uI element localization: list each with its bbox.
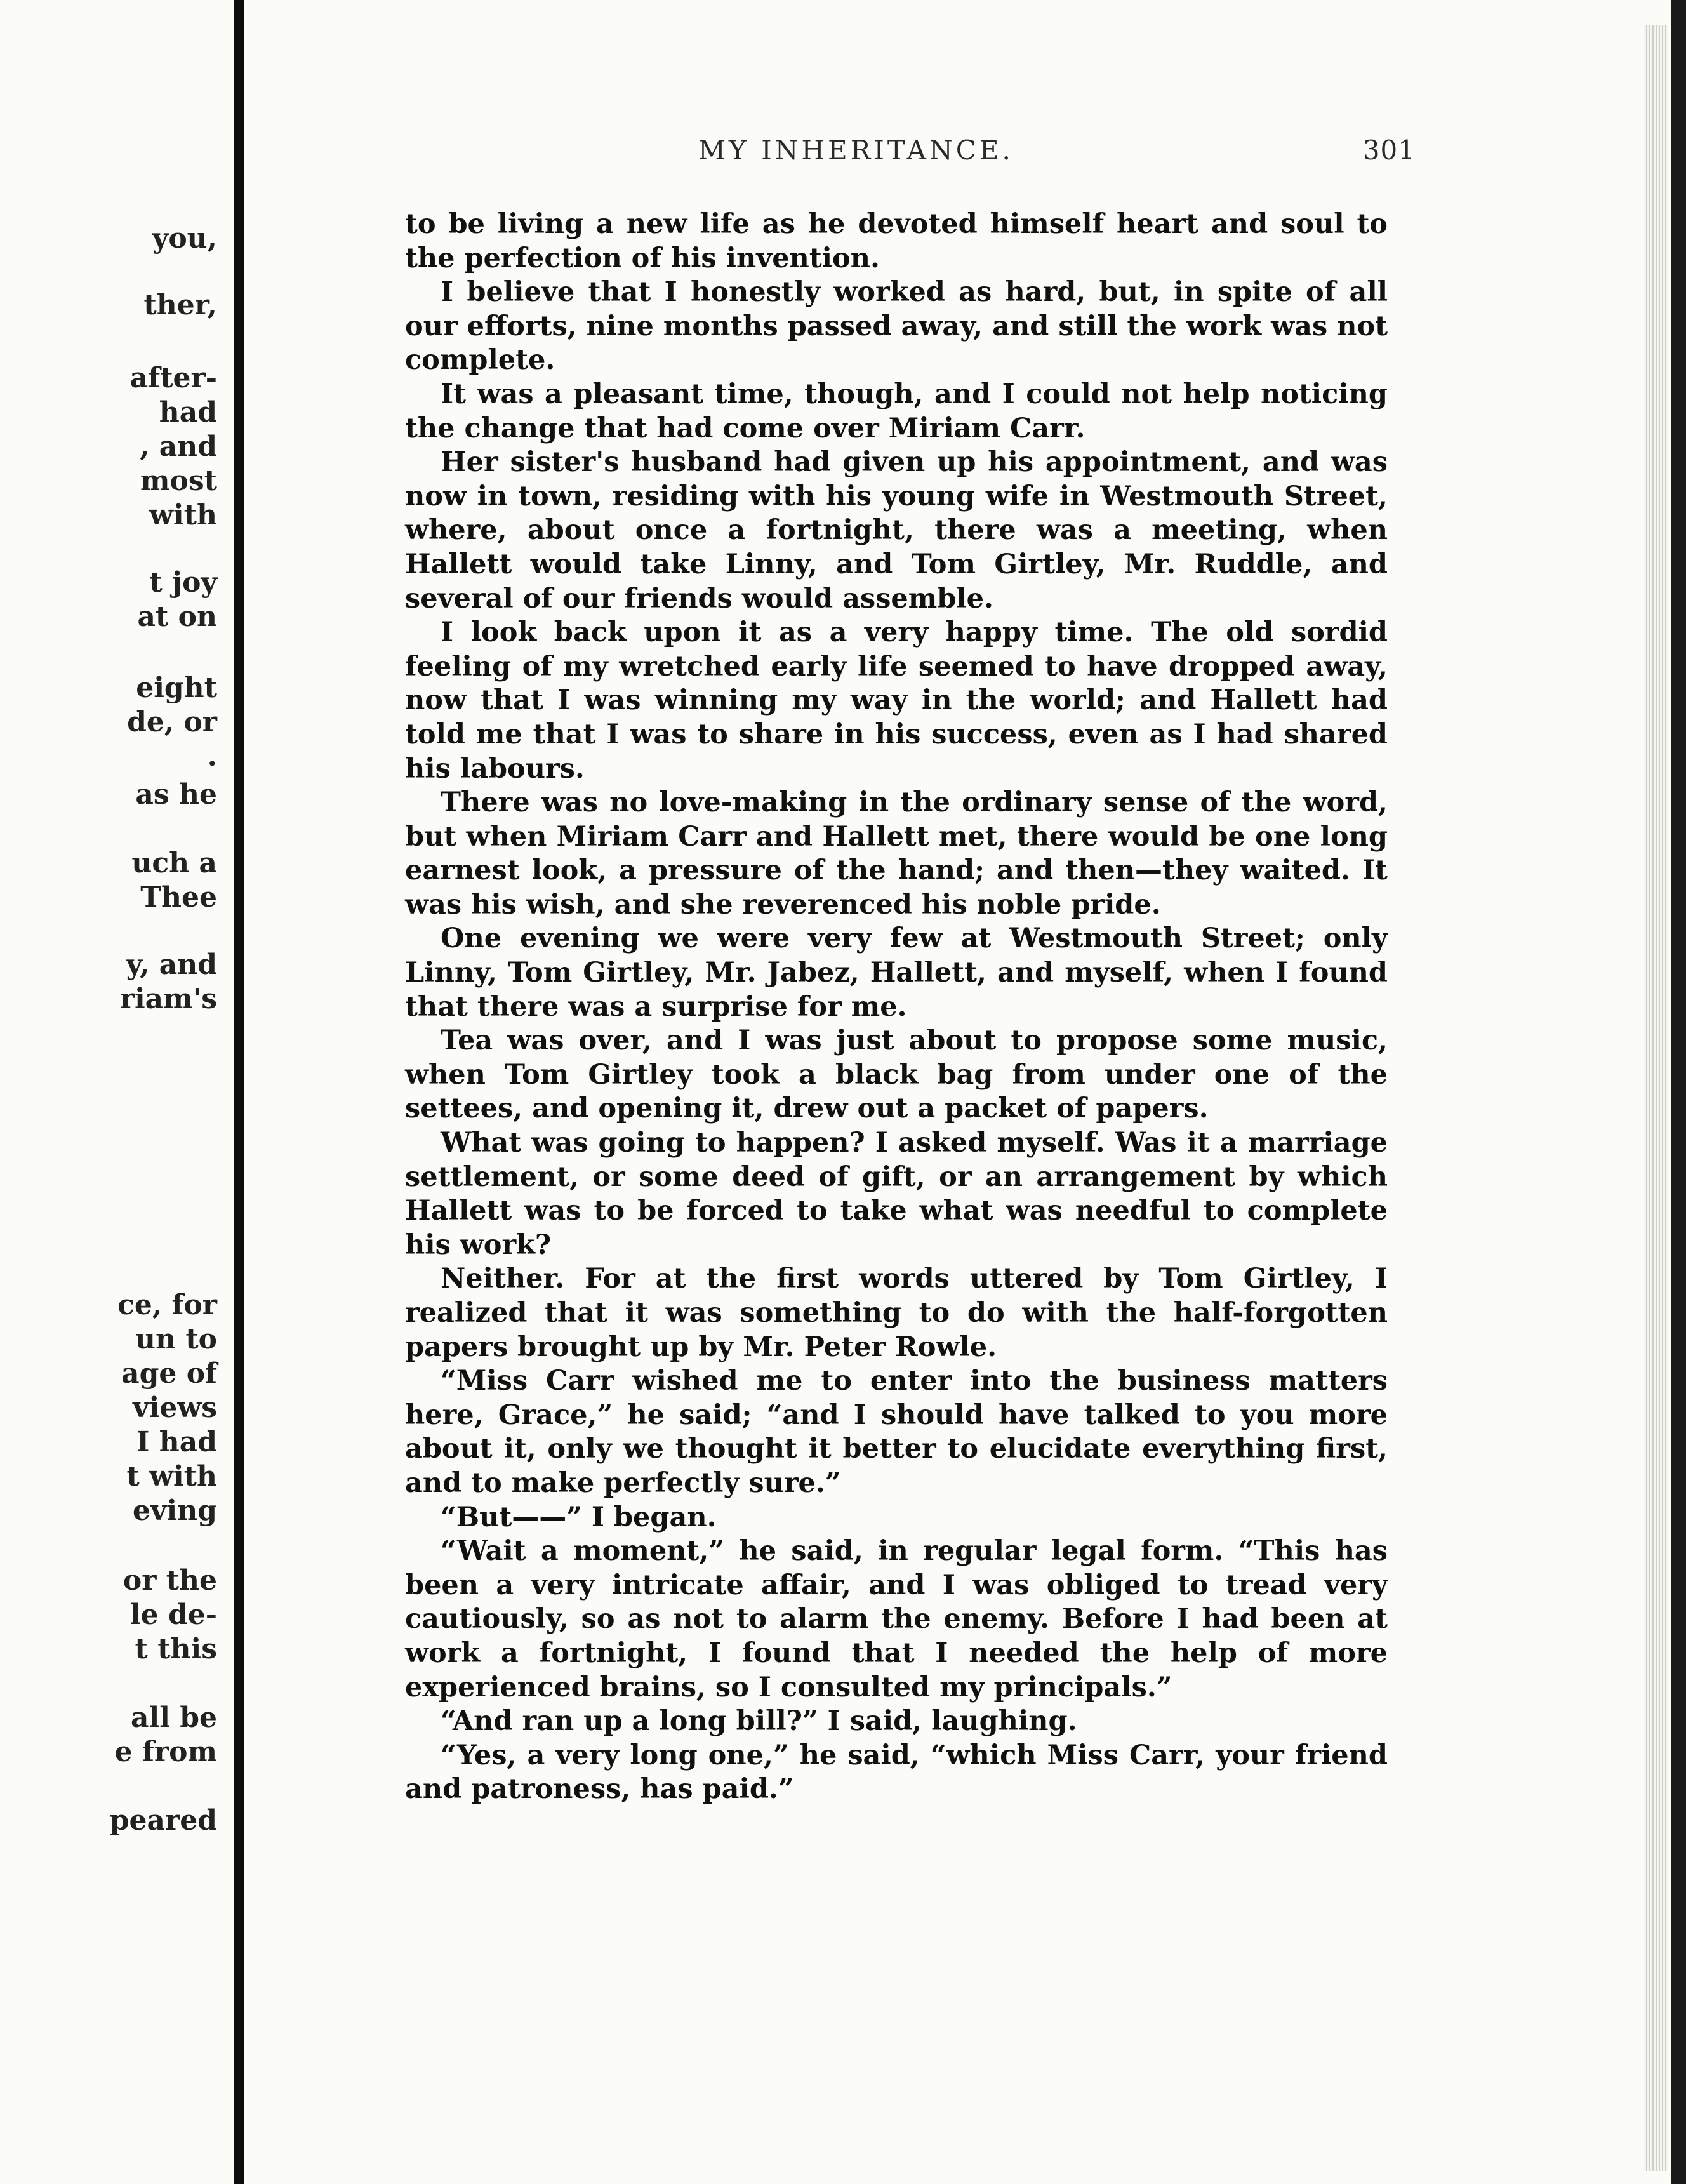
left-line: with: [149, 499, 217, 531]
left-line: eight: [136, 672, 217, 704]
left-line: uch a: [131, 847, 217, 879]
left-line: t joy: [149, 566, 217, 599]
left-line: at on: [137, 601, 217, 633]
left-line: Thee: [140, 881, 217, 914]
paragraph: One evening we were very few at Westmouth Street; only Linny, Tom Girtley, Mr. Jabez, Hallett, and myself, when I found that there was a surprise for me.: [405, 922, 1388, 1023]
left-line: views: [133, 1392, 217, 1424]
left-line: or the: [123, 1564, 217, 1597]
left-line: , and: [140, 430, 217, 463]
left-line: age of: [121, 1357, 217, 1390]
paragraph: Her sister's husband had given up his appointment, and was now in town, residing with his young wife in Westmouth Street, where, about once a fortnight, there was a meeting, when Hallett would take Linny, and Tom Girtley, Mr. Ruddle, and several of our friends would assemble.: [405, 446, 1388, 615]
left-line: riam's: [119, 983, 217, 1015]
left-line: I had: [136, 1426, 217, 1458]
paragraph: “And ran up a long bill?” I said, laughing.: [441, 1705, 1077, 1738]
left-page: [0, 0, 234, 2184]
left-line: as he: [135, 778, 217, 811]
paragraph: “Yes, a very long one,” he said, “which Miss Carr, your friend and patroness, has paid.”: [405, 1739, 1388, 1806]
running-head-title: MY INHERITANCE.: [698, 135, 1014, 166]
left-line: eving: [132, 1495, 217, 1527]
left-line: de, or: [127, 706, 217, 738]
paragraph: It was a pleasant time, though, and I could not help noticing the change that had come over Miriam Carr.: [405, 378, 1388, 444]
left-line: had: [159, 396, 217, 429]
paragraph: Neither. For at the first words uttered by Tom Girtley, I realized that it was something to do with the half-forgotten papers brought up by Mr. Peter Rowle.: [405, 1263, 1388, 1363]
left-line: e from: [114, 1736, 217, 1768]
paragraph: “Wait a moment,” he said, in regular legal form. “This has been a very intricate affair, and I was obliged to tread very cautiously, so as not to alarm the enemy. Before I had been at work a fortnight, I found that I needed the help of more experienced brains, so I consulted my principals.”: [405, 1535, 1388, 1703]
left-line: ce, for: [117, 1289, 217, 1321]
left-line: y, and: [126, 949, 217, 981]
left-line: peared: [109, 1804, 217, 1837]
page-number: 301: [1362, 135, 1416, 166]
paragraph: What was going to happen? I asked myself. Was it a marriage settlement, or some deed of gift, or an arrangement by which Hallett was to be forced to take what was needful to complete his work?: [405, 1127, 1388, 1261]
paragraph: I believe that I honestly worked as hard, but, in spite of all our efforts, nine months passed away, and still the work was not complete.: [405, 276, 1388, 376]
left-line: you,: [152, 222, 217, 255]
left-line: .: [207, 740, 217, 773]
paragraph: to be living a new life as he devoted himself heart and soul to the perfection of his invention.: [405, 208, 1388, 274]
left-line: most: [140, 465, 217, 497]
left-line: ther,: [143, 289, 217, 321]
page-edge: [1644, 25, 1668, 2171]
body-text: [405, 208, 1388, 1807]
paragraph: Tea was over, and I was just about to propose some music, when Tom Girtley took a black bag from under one of the settees, and opening it, drew out a packet of papers.: [405, 1025, 1388, 1125]
left-line: un to: [135, 1323, 217, 1355]
paragraph: There was no love-making in the ordinary sense of the word, but when Miriam Carr and Hallett met, there would be one long earnest look, a pressure of the hand; and then—they waited. It was his wish, and she reverenced his noble pride.: [405, 787, 1388, 921]
left-line: t this: [135, 1633, 217, 1665]
paragraph: I look back upon it as a very happy time. The old sordid feeling of my wretched early life seemed to have dropped away, now that I was winning my way in the world; and Hallett had told me that I was to share in his success, even as I had shared his labours.: [405, 616, 1388, 785]
left-line: t with: [126, 1460, 217, 1493]
book-gutter: [234, 0, 244, 2184]
left-line: after-: [129, 362, 217, 394]
left-line: all be: [130, 1701, 217, 1734]
paragraph: “But——” I began.: [441, 1501, 717, 1533]
left-line: le de-: [129, 1599, 217, 1631]
paragraph: “Miss Carr wished me to enter into the business matters here, Grace,” he said; “and I should have talked to you more about it, only we thought it better to elucidate everything first, and to make perfectly sure.”: [405, 1365, 1388, 1499]
